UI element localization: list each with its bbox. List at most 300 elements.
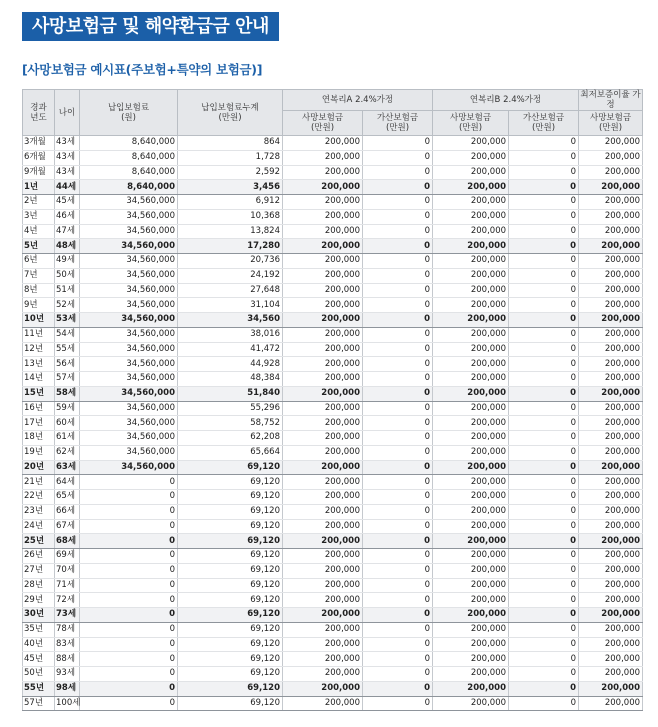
cell-year: 50년 [23, 667, 55, 682]
cell-a-extra: 0 [363, 431, 433, 446]
cell-age: 52세 [55, 298, 80, 313]
cell-a-death: 200,000 [283, 401, 363, 416]
cell-b-extra: 0 [509, 224, 579, 239]
cell-cum-premium: 69,120 [178, 622, 283, 637]
cell-premium: 34,560,000 [80, 268, 178, 283]
cell-premium: 34,560,000 [80, 327, 178, 342]
header-cum-premium [178, 90, 283, 136]
cell-c-death: 200,000 [579, 504, 643, 519]
cell-c-death: 200,000 [579, 150, 643, 165]
cell-cum-premium: 44,928 [178, 357, 283, 372]
cell-year: 15년 [23, 386, 55, 401]
table-row [23, 268, 643, 283]
cell-year: 55년 [23, 681, 55, 696]
table-row [23, 342, 643, 357]
cell-age: 51세 [55, 283, 80, 298]
cell-premium: 34,560,000 [80, 224, 178, 239]
table-row [23, 460, 643, 475]
table-row [23, 681, 643, 696]
table-row [23, 416, 643, 431]
cell-cum-premium: 6,912 [178, 195, 283, 210]
table-row [23, 195, 643, 210]
cell-a-death: 200,000 [283, 357, 363, 372]
header-a-death-text: 사망보험금 (만원) [301, 113, 344, 133]
cell-a-extra: 0 [363, 460, 433, 475]
cell-c-death: 200,000 [579, 549, 643, 564]
table-row [23, 165, 643, 180]
cell-c-death: 200,000 [579, 195, 643, 210]
cell-premium: 0 [80, 696, 178, 711]
cell-year: 11년 [23, 327, 55, 342]
table-row [23, 504, 643, 519]
header-a-extra [363, 111, 433, 136]
table-row [23, 534, 643, 549]
cell-c-death: 200,000 [579, 578, 643, 593]
cell-premium: 0 [80, 681, 178, 696]
cell-cum-premium: 31,104 [178, 298, 283, 313]
cell-year: 3개월 [23, 136, 55, 151]
cell-a-extra: 0 [363, 608, 433, 623]
cell-premium: 34,560,000 [80, 254, 178, 269]
table-row [23, 224, 643, 239]
cell-b-extra: 0 [509, 681, 579, 696]
cell-premium: 8,640,000 [80, 150, 178, 165]
cell-cum-premium: 51,840 [178, 386, 283, 401]
cell-b-death: 200,000 [433, 224, 509, 239]
cell-a-death: 200,000 [283, 534, 363, 549]
header-group-c: 최저보증이율 가정 [580, 90, 641, 110]
cell-a-extra: 0 [363, 696, 433, 711]
cell-a-extra: 0 [363, 327, 433, 342]
cell-c-death: 200,000 [579, 209, 643, 224]
cell-b-death: 200,000 [433, 209, 509, 224]
cell-b-extra: 0 [509, 696, 579, 711]
cell-age: 43세 [55, 136, 80, 151]
cell-year: 17년 [23, 416, 55, 431]
cell-a-death: 200,000 [283, 445, 363, 460]
cell-a-death: 200,000 [283, 209, 363, 224]
cell-age: 43세 [55, 165, 80, 180]
table-row [23, 401, 643, 416]
cell-age: 50세 [55, 268, 80, 283]
cell-age: 71세 [55, 578, 80, 593]
cell-cum-premium: 1,728 [178, 150, 283, 165]
death-benefit-table [22, 89, 643, 711]
table-caption: [사망보험금 예시표(주보험+특약의 보험금)] [22, 62, 263, 77]
cell-b-death: 200,000 [433, 239, 509, 254]
cell-cum-premium: 3,456 [178, 180, 283, 195]
cell-b-death: 200,000 [433, 313, 509, 328]
table-row [23, 254, 643, 269]
cell-a-extra: 0 [363, 150, 433, 165]
header-premium [80, 90, 178, 136]
cell-age: 64세 [55, 475, 80, 490]
header-b-death [433, 111, 509, 136]
cell-a-extra: 0 [363, 239, 433, 254]
cell-premium: 0 [80, 549, 178, 564]
cell-age: 98세 [55, 681, 80, 696]
cell-c-death: 200,000 [579, 136, 643, 151]
cell-a-extra: 0 [363, 268, 433, 283]
cell-c-death: 200,000 [579, 681, 643, 696]
cell-a-death: 200,000 [283, 386, 363, 401]
table-row [23, 372, 643, 387]
cell-a-death: 200,000 [283, 180, 363, 195]
cell-b-extra: 0 [509, 593, 579, 608]
cell-c-death: 200,000 [579, 593, 643, 608]
cell-age: 73세 [55, 608, 80, 623]
cell-b-extra: 0 [509, 254, 579, 269]
cell-b-extra: 0 [509, 475, 579, 490]
cell-b-death: 200,000 [433, 327, 509, 342]
cell-year: 28년 [23, 578, 55, 593]
cell-cum-premium: 13,824 [178, 224, 283, 239]
cell-premium: 0 [80, 519, 178, 534]
cell-cum-premium: 69,120 [178, 637, 283, 652]
cell-a-extra: 0 [363, 490, 433, 505]
cell-cum-premium: 864 [178, 136, 283, 151]
cell-b-extra: 0 [509, 327, 579, 342]
cell-year: 19년 [23, 445, 55, 460]
header-b-death-text: 사망보험금 (만원) [449, 113, 492, 133]
cell-a-death: 200,000 [283, 460, 363, 475]
cell-b-extra: 0 [509, 401, 579, 416]
cell-b-death: 200,000 [433, 608, 509, 623]
cell-a-extra: 0 [363, 416, 433, 431]
cell-year: 9개월 [23, 165, 55, 180]
table-row [23, 637, 643, 652]
cell-cum-premium: 69,120 [178, 549, 283, 564]
cell-year: 24년 [23, 519, 55, 534]
cell-age: 46세 [55, 209, 80, 224]
cell-b-extra: 0 [509, 534, 579, 549]
cell-cum-premium: 55,296 [178, 401, 283, 416]
cell-age: 59세 [55, 401, 80, 416]
table-row [23, 445, 643, 460]
cell-a-extra: 0 [363, 136, 433, 151]
cell-a-extra: 0 [363, 578, 433, 593]
cell-c-death: 200,000 [579, 165, 643, 180]
table-row [23, 578, 643, 593]
header-c-death-text: 사망보험금 (만원) [589, 113, 632, 133]
cell-cum-premium: 69,120 [178, 578, 283, 593]
cell-b-death: 200,000 [433, 254, 509, 269]
cell-b-death: 200,000 [433, 593, 509, 608]
cell-b-extra: 0 [509, 460, 579, 475]
cell-year: 22년 [23, 490, 55, 505]
table-row [23, 563, 643, 578]
header-b-extra-text: 가산보험금 (만원) [522, 113, 565, 133]
cell-cum-premium: 69,120 [178, 652, 283, 667]
cell-cum-premium: 24,192 [178, 268, 283, 283]
table-row [23, 313, 643, 328]
cell-c-death: 200,000 [579, 475, 643, 490]
header-age-text: 나이 [58, 107, 76, 118]
cell-cum-premium: 69,120 [178, 519, 283, 534]
cell-b-death: 200,000 [433, 165, 509, 180]
cell-year: 26년 [23, 549, 55, 564]
cell-b-extra: 0 [509, 622, 579, 637]
cell-premium: 34,560,000 [80, 445, 178, 460]
cell-b-death: 200,000 [433, 667, 509, 682]
cell-age: 70세 [55, 563, 80, 578]
cell-age: 88세 [55, 652, 80, 667]
table-row [23, 519, 643, 534]
cell-premium: 34,560,000 [80, 298, 178, 313]
cell-b-death: 200,000 [433, 534, 509, 549]
cell-b-extra: 0 [509, 563, 579, 578]
cell-cum-premium: 69,120 [178, 490, 283, 505]
cell-c-death: 200,000 [579, 460, 643, 475]
cell-premium: 8,640,000 [80, 136, 178, 151]
cell-cum-premium: 65,664 [178, 445, 283, 460]
cell-a-death: 200,000 [283, 504, 363, 519]
cell-year: 35년 [23, 622, 55, 637]
cell-premium: 0 [80, 667, 178, 682]
table-row [23, 608, 643, 623]
cell-c-death: 200,000 [579, 608, 643, 623]
cell-b-death: 200,000 [433, 504, 509, 519]
table-row [23, 475, 643, 490]
cell-premium: 34,560,000 [80, 460, 178, 475]
cell-c-death: 200,000 [579, 667, 643, 682]
table-row [23, 136, 643, 151]
cell-a-extra: 0 [363, 519, 433, 534]
cell-cum-premium: 41,472 [178, 342, 283, 357]
cell-c-death: 200,000 [579, 180, 643, 195]
cell-c-death: 200,000 [579, 239, 643, 254]
cell-year: 2년 [23, 195, 55, 210]
cell-cum-premium: 69,120 [178, 460, 283, 475]
cell-premium: 34,560,000 [80, 195, 178, 210]
header-year [23, 90, 55, 136]
cell-age: 60세 [55, 416, 80, 431]
cell-b-extra: 0 [509, 578, 579, 593]
cell-c-death: 200,000 [579, 268, 643, 283]
cell-a-extra: 0 [363, 549, 433, 564]
cell-cum-premium: 58,752 [178, 416, 283, 431]
cell-year: 27년 [23, 563, 55, 578]
cell-b-death: 200,000 [433, 445, 509, 460]
cell-c-death: 200,000 [579, 401, 643, 416]
cell-a-extra: 0 [363, 372, 433, 387]
cell-c-death: 200,000 [579, 519, 643, 534]
cell-a-death: 200,000 [283, 136, 363, 151]
cell-a-death: 200,000 [283, 298, 363, 313]
cell-year: 57년 [23, 696, 55, 711]
cell-a-death: 200,000 [283, 342, 363, 357]
table-row [23, 667, 643, 682]
table-row [23, 549, 643, 564]
cell-b-death: 200,000 [433, 268, 509, 283]
table-row [23, 357, 643, 372]
cell-b-extra: 0 [509, 195, 579, 210]
cell-age: 78세 [55, 622, 80, 637]
cell-b-extra: 0 [509, 637, 579, 652]
cell-a-death: 200,000 [283, 608, 363, 623]
cell-b-death: 200,000 [433, 681, 509, 696]
cell-age: 65세 [55, 490, 80, 505]
cell-age: 93세 [55, 667, 80, 682]
table-row [23, 150, 643, 165]
cell-year: 25년 [23, 534, 55, 549]
cell-premium: 34,560,000 [80, 209, 178, 224]
cell-year: 12년 [23, 342, 55, 357]
cell-b-extra: 0 [509, 165, 579, 180]
cell-cum-premium: 38,016 [178, 327, 283, 342]
cell-age: 83세 [55, 637, 80, 652]
cell-b-extra: 0 [509, 180, 579, 195]
cell-b-extra: 0 [509, 416, 579, 431]
cell-b-death: 200,000 [433, 622, 509, 637]
header-cum-premium-text: 납입보험료누계 (만원) [201, 102, 259, 123]
cell-age: 45세 [55, 195, 80, 210]
cell-b-death: 200,000 [433, 563, 509, 578]
cell-c-death: 200,000 [579, 534, 643, 549]
cell-a-death: 200,000 [283, 622, 363, 637]
cell-c-death: 200,000 [579, 431, 643, 446]
cell-b-death: 200,000 [433, 357, 509, 372]
cell-age: 55세 [55, 342, 80, 357]
cell-a-extra: 0 [363, 283, 433, 298]
cell-c-death: 200,000 [579, 490, 643, 505]
cell-b-extra: 0 [509, 372, 579, 387]
cell-a-death: 200,000 [283, 327, 363, 342]
cell-year: 14년 [23, 372, 55, 387]
header-a-death [283, 111, 363, 136]
cell-year: 5년 [23, 239, 55, 254]
cell-premium: 8,640,000 [80, 165, 178, 180]
header-premium-text: 납입보험료 (원) [107, 102, 150, 123]
cell-a-death: 200,000 [283, 195, 363, 210]
cell-cum-premium: 48,384 [178, 372, 283, 387]
cell-cum-premium: 69,120 [178, 475, 283, 490]
cell-c-death: 200,000 [579, 637, 643, 652]
cell-a-extra: 0 [363, 313, 433, 328]
cell-a-death: 200,000 [283, 652, 363, 667]
cell-year: 20년 [23, 460, 55, 475]
cell-c-death: 200,000 [579, 342, 643, 357]
table-body [23, 136, 643, 711]
cell-premium: 0 [80, 578, 178, 593]
cell-a-death: 200,000 [283, 254, 363, 269]
cell-a-death: 200,000 [283, 667, 363, 682]
cell-age: 53세 [55, 313, 80, 328]
cell-year: 8년 [23, 283, 55, 298]
cell-age: 66세 [55, 504, 80, 519]
cell-b-death: 200,000 [433, 150, 509, 165]
cell-a-extra: 0 [363, 180, 433, 195]
cell-year: 21년 [23, 475, 55, 490]
cell-age: 61세 [55, 431, 80, 446]
cell-a-extra: 0 [363, 504, 433, 519]
cell-a-death: 200,000 [283, 313, 363, 328]
header-group-a: 연복리A 2.4%가정 [283, 90, 433, 111]
cell-premium: 8,640,000 [80, 180, 178, 195]
cell-year: 18년 [23, 431, 55, 446]
table-row [23, 180, 643, 195]
cell-b-death: 200,000 [433, 401, 509, 416]
cell-a-death: 200,000 [283, 519, 363, 534]
cell-b-extra: 0 [509, 357, 579, 372]
cell-b-death: 200,000 [433, 342, 509, 357]
cell-premium: 0 [80, 504, 178, 519]
cell-b-death: 200,000 [433, 372, 509, 387]
cell-premium: 34,560,000 [80, 239, 178, 254]
cell-a-death: 200,000 [283, 372, 363, 387]
cell-b-extra: 0 [509, 504, 579, 519]
cell-age: 56세 [55, 357, 80, 372]
cell-year: 29년 [23, 593, 55, 608]
cell-year: 40년 [23, 637, 55, 652]
cell-b-extra: 0 [509, 490, 579, 505]
cell-a-extra: 0 [363, 401, 433, 416]
cell-b-death: 200,000 [433, 475, 509, 490]
cell-a-death: 200,000 [283, 431, 363, 446]
cell-c-death: 200,000 [579, 696, 643, 711]
cell-a-extra: 0 [363, 681, 433, 696]
cell-premium: 0 [80, 622, 178, 637]
cell-c-death: 200,000 [579, 563, 643, 578]
cell-a-extra: 0 [363, 386, 433, 401]
cell-a-death: 200,000 [283, 549, 363, 564]
cell-a-extra: 0 [363, 209, 433, 224]
cell-premium: 0 [80, 593, 178, 608]
cell-premium: 34,560,000 [80, 372, 178, 387]
cell-premium: 34,560,000 [80, 357, 178, 372]
cell-a-death: 200,000 [283, 165, 363, 180]
cell-b-extra: 0 [509, 239, 579, 254]
cell-c-death: 200,000 [579, 254, 643, 269]
cell-premium: 34,560,000 [80, 342, 178, 357]
cell-premium: 34,560,000 [80, 313, 178, 328]
cell-age: 100세 [55, 696, 80, 711]
cell-a-extra: 0 [363, 445, 433, 460]
table-row [23, 431, 643, 446]
cell-b-extra: 0 [509, 209, 579, 224]
cell-b-extra: 0 [509, 608, 579, 623]
cell-b-extra: 0 [509, 519, 579, 534]
cell-a-death: 200,000 [283, 593, 363, 608]
cell-a-extra: 0 [363, 298, 433, 313]
cell-premium: 0 [80, 490, 178, 505]
cell-year: 16년 [23, 401, 55, 416]
table-row [23, 622, 643, 637]
cell-year: 10년 [23, 313, 55, 328]
cell-a-death: 200,000 [283, 696, 363, 711]
cell-b-death: 200,000 [433, 519, 509, 534]
cell-b-death: 200,000 [433, 180, 509, 195]
cell-b-death: 200,000 [433, 298, 509, 313]
cell-premium: 0 [80, 637, 178, 652]
cell-b-death: 200,000 [433, 386, 509, 401]
cell-age: 43세 [55, 150, 80, 165]
cell-c-death: 200,000 [579, 652, 643, 667]
cell-b-death: 200,000 [433, 637, 509, 652]
cell-year: 23년 [23, 504, 55, 519]
cell-cum-premium: 69,120 [178, 608, 283, 623]
cell-b-death: 200,000 [433, 578, 509, 593]
cell-b-death: 200,000 [433, 696, 509, 711]
cell-b-death: 200,000 [433, 490, 509, 505]
table-row [23, 490, 643, 505]
cell-c-death: 200,000 [579, 445, 643, 460]
cell-c-death: 200,000 [579, 622, 643, 637]
cell-a-extra: 0 [363, 195, 433, 210]
cell-cum-premium: 10,368 [178, 209, 283, 224]
cell-a-extra: 0 [363, 563, 433, 578]
cell-year: 6개월 [23, 150, 55, 165]
